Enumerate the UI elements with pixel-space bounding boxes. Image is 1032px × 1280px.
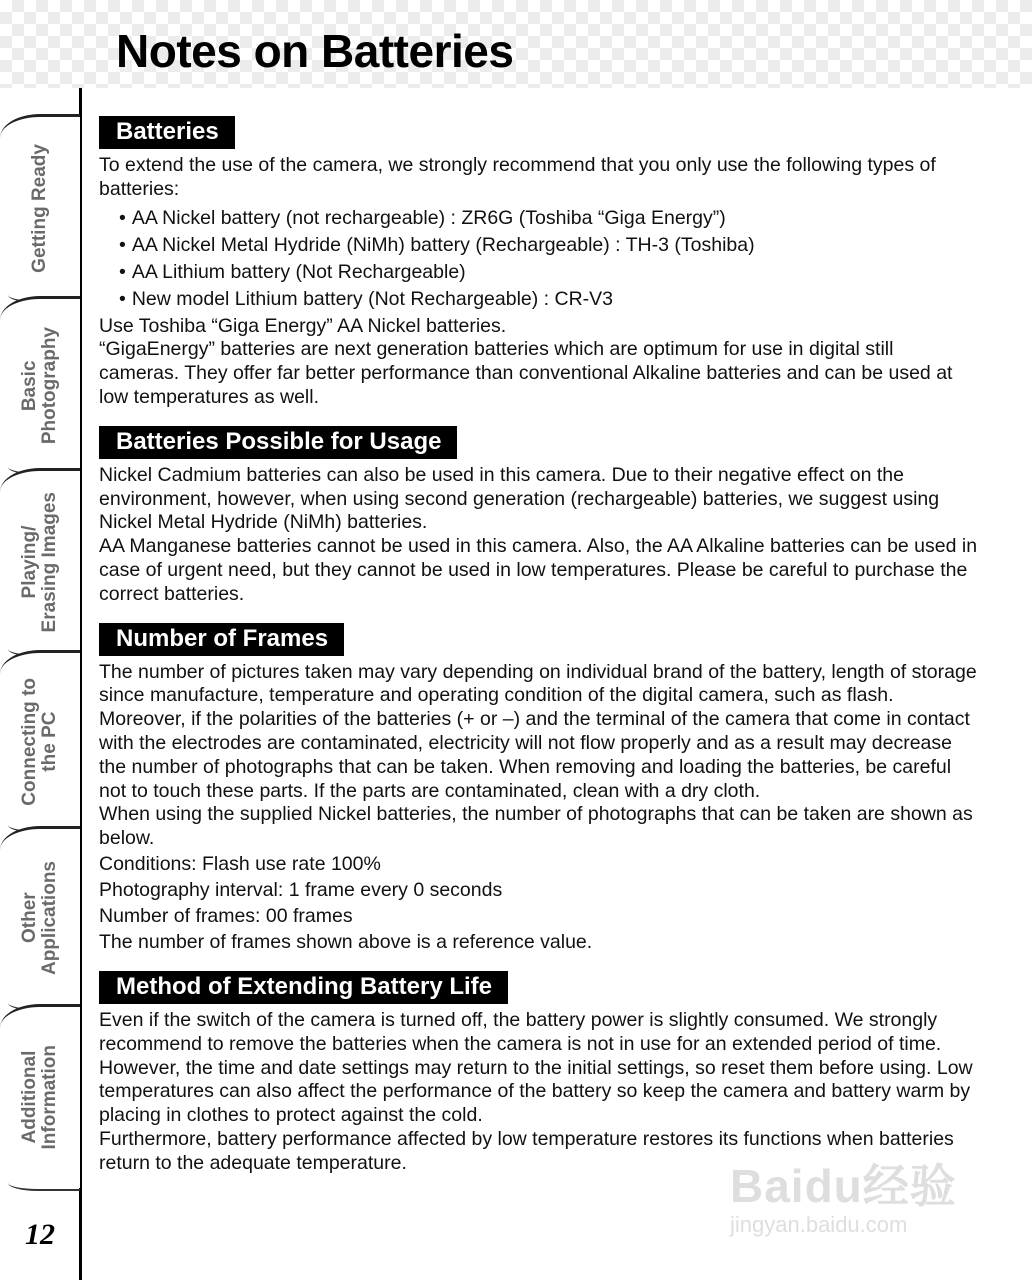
list-item: • AA Lithium battery (Not Rechargeable) — [119, 259, 979, 286]
tab-label: Other Applications — [19, 861, 60, 976]
watermark-url: jingyan.baidu.com — [730, 1212, 908, 1237]
main-content — [99, 116, 979, 1176]
paragraph: Nickel Cadmium batteries can also be used in this camera. Due to their negative effect on the environment, however, when using second generation (rechargeable) batteries, we suggest using Nickel Metal Hydride (NiMh) batteries. — [99, 463, 940, 534]
spacer — [99, 955, 979, 971]
section-extending-battery-life — [99, 971, 979, 1176]
paragraph: “GigaEnergy” batteries are next generation batteries which are optimum for use in digital still cameras. They offer far better performance than conventional Alkaline batteries and can be used at low temperatures as well. — [99, 338, 953, 408]
paragraph: Use Toshiba “Giga Energy” AA Nickel batteries. — [99, 314, 507, 337]
tab-connecting-to-the-pc[interactable] — [0, 650, 80, 830]
paragraph: Even if the switch of the camera is turned off, the battery power is slightly consumed. We strongly recommend to remove the batteries when the camera is not in use for an extended period of time. However, the time and date settings may return to the initial settings, so reset them before using. Low temperatures can also affect the performance of the battery so keep the camera and battery warm by placing in clothes to protect against the cold. — [99, 1008, 973, 1127]
tab-additional-information[interactable] — [0, 1004, 80, 1188]
tab-label: Playing/ Erasing Images — [19, 492, 60, 633]
list-item: • AA Nickel battery (not rechargeable) : ZR6G (Toshiba “Giga Energy”) — [119, 205, 979, 232]
tab-other-applications[interactable] — [0, 826, 80, 1008]
interval-line: Photography interval: 1 frame every 0 seconds — [99, 878, 503, 901]
section-heading: Method of Extending Battery Life — [99, 971, 508, 1004]
paragraph: To extend the use of the camera, we strongly recommend that you only use the following types of batteries: — [99, 154, 936, 200]
spacer — [99, 410, 979, 426]
paragraph: AA Manganese batteries cannot be used in this camera. Also, the AA Alkaline batteries can be used in case of urgent need, but they cannot be used in low temperatures. Please be careful to purchase the correct batteries. — [99, 535, 978, 605]
tab-label: Basic Photography — [19, 326, 60, 445]
section-heading: Number of Frames — [99, 623, 344, 656]
watermark-logo: Baidu经验 — [730, 1160, 957, 1212]
list-item: • AA Nickel Metal Hydride (NiMh) battery (Rechargeable) : TH-3 (Toshiba) — [119, 232, 979, 259]
section-batteries — [99, 116, 979, 410]
list-item: • New model Lithium battery (Not Rechargeable) : CR-V3 — [119, 286, 979, 313]
page-title: Notes on Batteries — [116, 25, 514, 77]
tab-label: Connecting to the PC — [19, 677, 60, 806]
tab-label: Additional Information — [19, 1045, 60, 1150]
section-number-of-frames — [99, 623, 979, 955]
conditions-line: Conditions: Flash use rate 100% — [99, 852, 381, 875]
frame-count-line: Number of frames: 00 frames — [99, 904, 353, 927]
battery-list — [99, 205, 979, 313]
section-possible-usage — [99, 426, 979, 607]
paragraph: The number of pictures taken may vary depending on individual brand of the battery, length of storage since manufacture, temperature and operating condition of the digital camera, such as flash. Moreover, if the polarities of the batteries (+ or –) and the terminal of the camera that come in contact with the electrodes are contaminated, electricity will not flow properly and as a result may decrease the number of photographs that can be taken. When removing and loading the batteries, be careful not to touch these parts. If the parts are contaminated, clean with a dry cloth. — [99, 660, 977, 802]
page-number: 12 — [25, 1218, 55, 1251]
paragraph: Furthermore, battery performance affected by low temperature restores its functions when batteries return to the adequate temperature. — [99, 1127, 954, 1174]
section-heading: Batteries Possible for Usage — [99, 426, 457, 459]
section-heading: Batteries — [99, 116, 235, 149]
tab-label: Getting Ready — [29, 144, 50, 273]
paragraph: When using the supplied Nickel batteries, the number of photographs that can be taken are shown as below. — [99, 803, 973, 850]
tab-playing-erasing-images[interactable] — [0, 468, 80, 654]
reference-line: The number of frames shown above is a reference value. — [99, 930, 593, 953]
tab-getting-ready[interactable] — [0, 114, 80, 300]
tab-basic-photography[interactable] — [0, 296, 80, 472]
spacer — [99, 607, 979, 623]
